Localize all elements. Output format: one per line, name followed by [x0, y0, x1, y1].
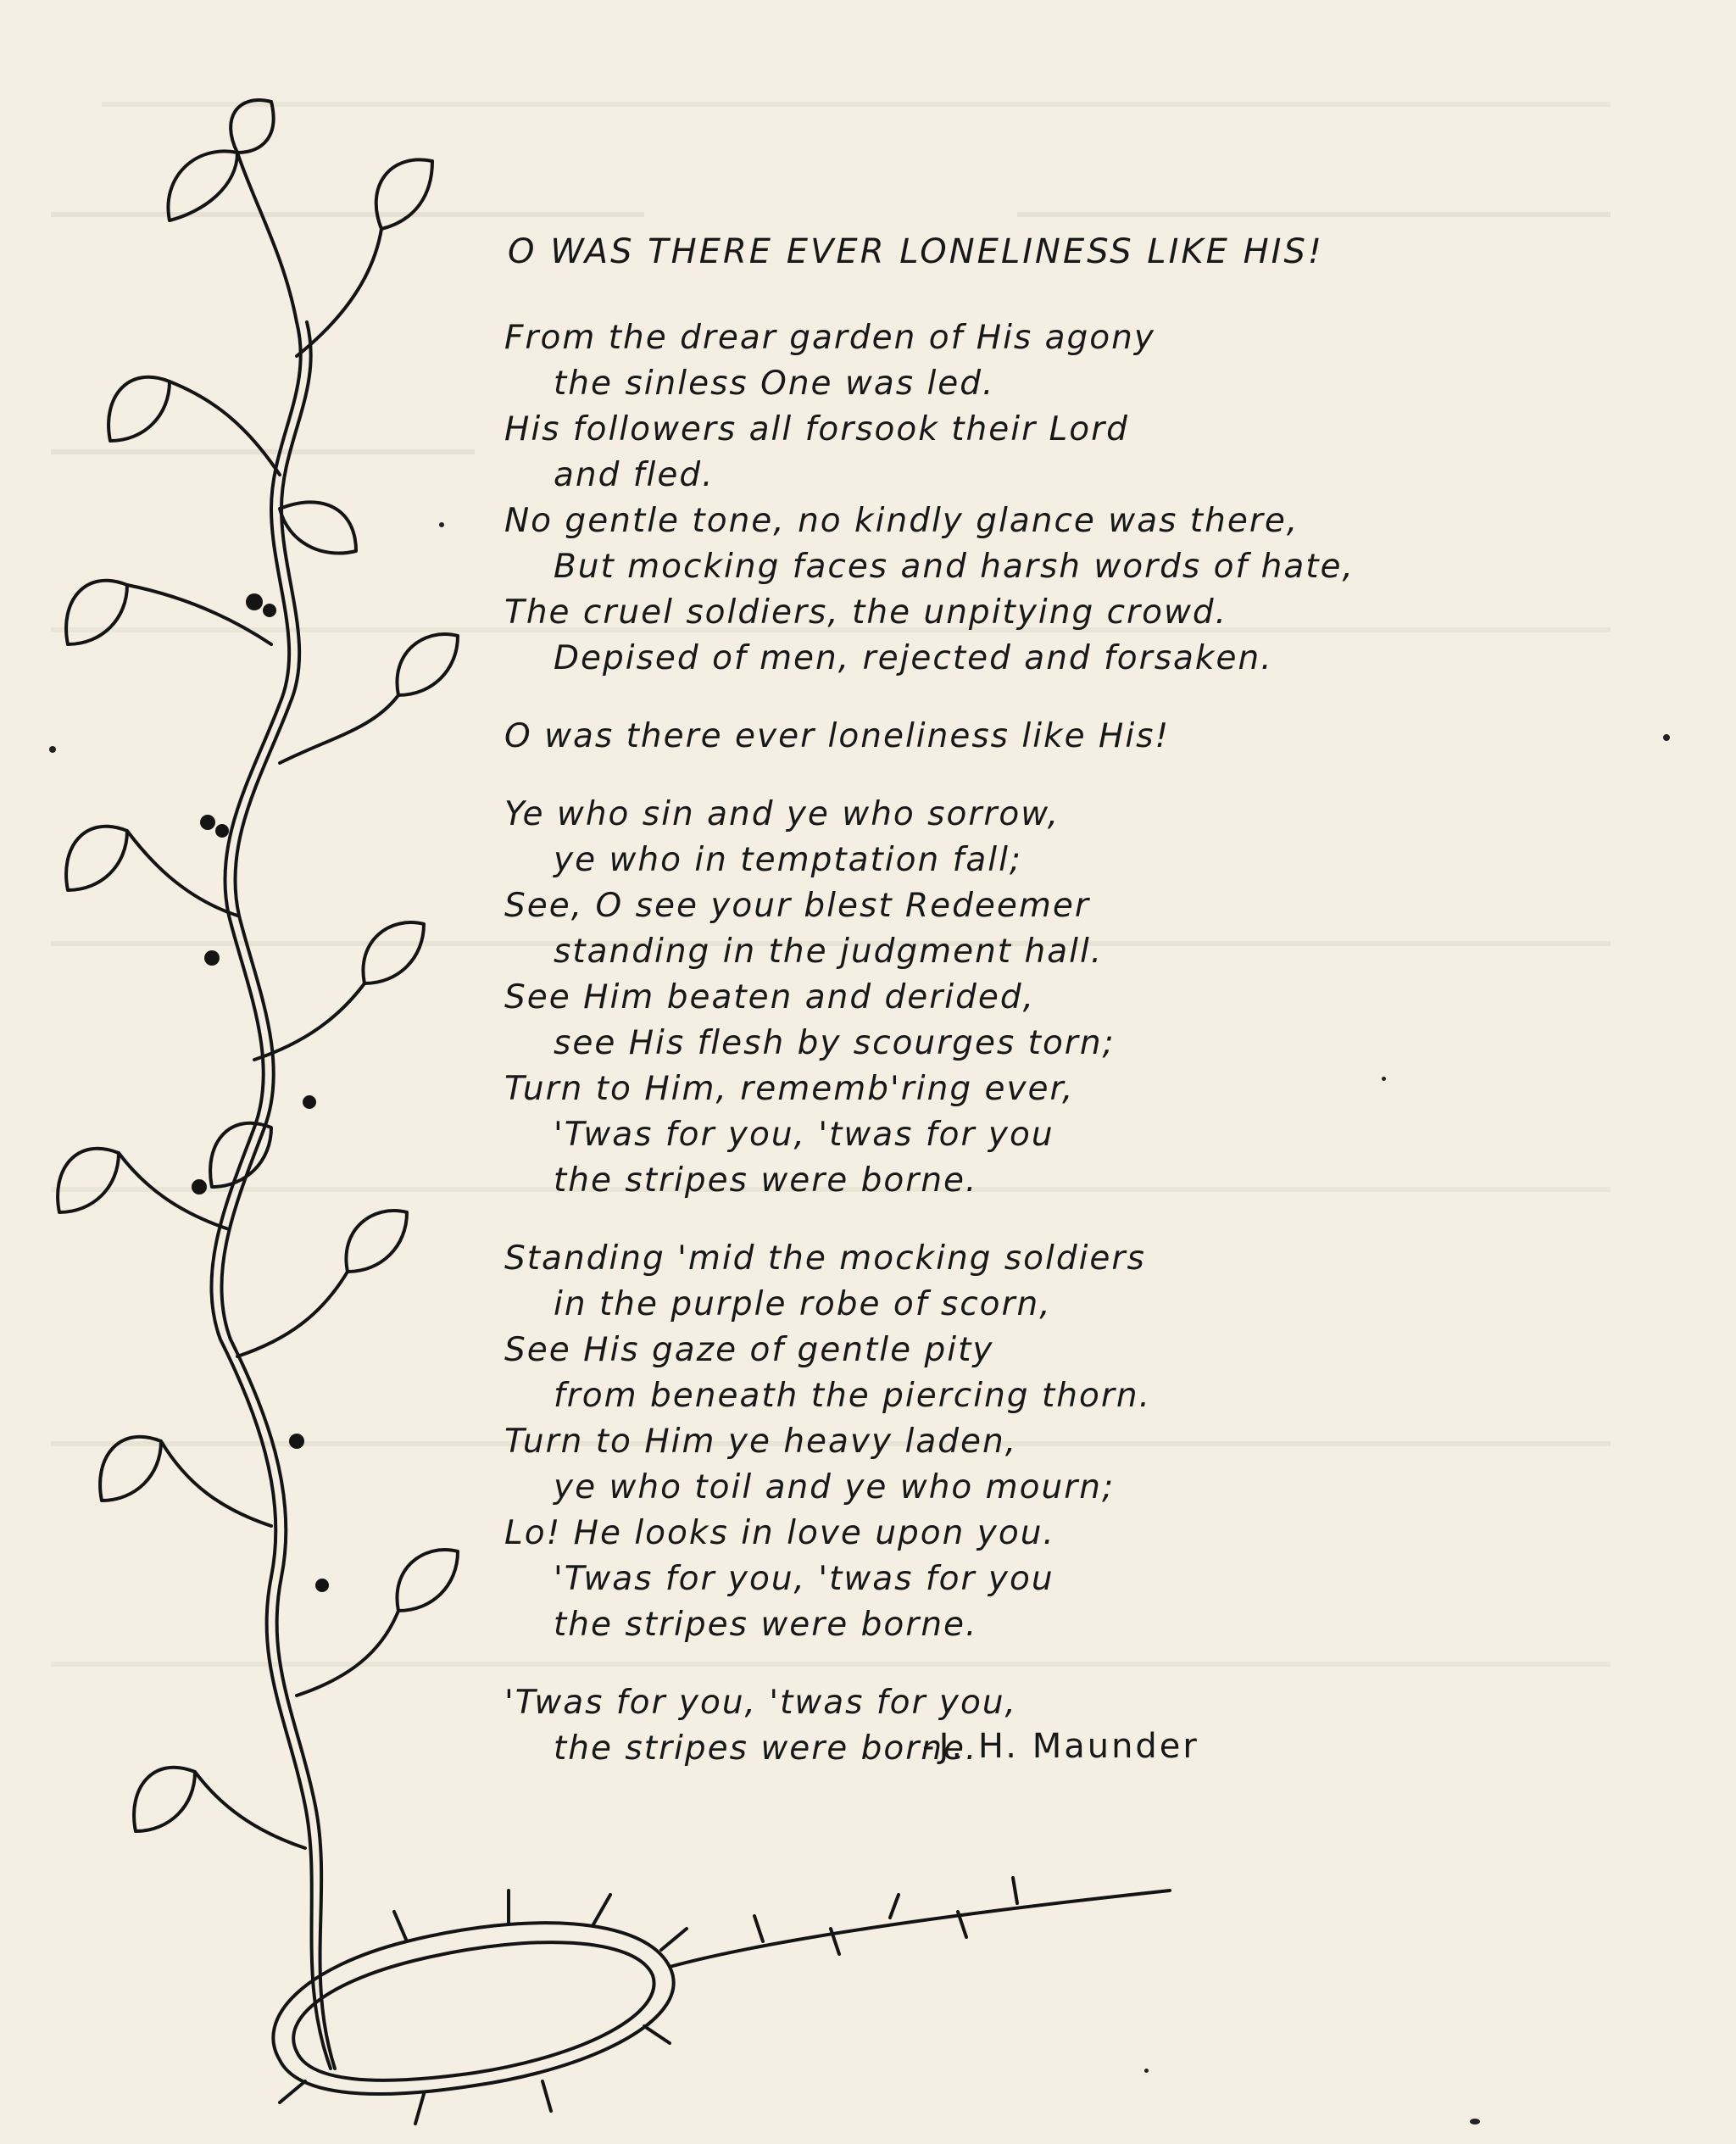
poem-line: standing in the judgment hall.: [554, 933, 1104, 971]
ink-speck: [1382, 1077, 1386, 1081]
poem-line: See Him beaten and derided,: [504, 978, 1036, 1016]
poem-line: See His gaze of gentle pity: [504, 1331, 994, 1369]
poem-line: the stripes were borne.: [554, 1729, 978, 1768]
poem-line: in the purple robe of scorn,: [554, 1285, 1052, 1323]
poem-line: Lo! He looks in love upon you.: [504, 1514, 1055, 1552]
poem-line: The cruel soldiers, the unpitying crowd.: [504, 593, 1227, 632]
poem-line: ye who in temptation fall;: [554, 841, 1023, 879]
poem-line: From the drear garden of His agony: [504, 319, 1155, 357]
stanza: [504, 315, 1640, 682]
poem-line: But mocking faces and harsh words of hate,: [554, 548, 1355, 586]
poem-line: 'Twas for you, 'twas for you,: [504, 1684, 1017, 1722]
poem-author: -J. H. Maunder: [922, 1727, 1199, 1766]
poem: [504, 229, 1640, 1804]
poem-line: Depised of men, rejected and forsaken.: [554, 639, 1273, 677]
poem-line: 'Twas for you, 'twas for you: [554, 1116, 1054, 1154]
ink-speck: [49, 746, 56, 753]
poem-line: No gentle tone, no kindly glance was there,: [504, 502, 1299, 540]
stanza: [504, 792, 1640, 1204]
ink-speck: [1663, 734, 1670, 741]
stanza: [504, 714, 1640, 760]
poem-line: see His flesh by scourges torn;: [554, 1024, 1116, 1062]
poem-refrain-line: O was there ever loneliness like His!: [504, 717, 1171, 755]
poem-line: Turn to Him ye heavy laden,: [504, 1423, 1018, 1461]
poem-line: the stripes were borne.: [554, 1161, 978, 1200]
poem-line: Ye who sin and ye who sorrow,: [504, 795, 1060, 833]
poem-line: Standing 'mid the mocking soldiers: [504, 1239, 1146, 1278]
poem-line: from beneath the piercing thorn.: [554, 1377, 1151, 1415]
ink-speck: [439, 522, 444, 527]
poem-line: His followers all forsook their Lord: [504, 410, 1129, 448]
poem-line: Turn to Him, rememb'ring ever,: [504, 1070, 1075, 1108]
poem-line: and fled.: [554, 456, 715, 494]
poem-line: See, O see your blest Redeemer: [504, 887, 1090, 925]
poem-line: the stripes were borne.: [554, 1606, 978, 1644]
stanza: [504, 1236, 1640, 1648]
poem-title: O WAS THERE EVER LONELINESS LIKE HIS!: [508, 232, 1324, 271]
poem-line: ye who toil and ye who mourn;: [554, 1468, 1116, 1506]
poem-line: the sinless One was led.: [554, 365, 995, 403]
ink-speck: [1144, 2069, 1149, 2073]
poem-line: 'Twas for you, 'twas for you: [554, 1560, 1054, 1598]
ink-speck: [1470, 2119, 1480, 2125]
